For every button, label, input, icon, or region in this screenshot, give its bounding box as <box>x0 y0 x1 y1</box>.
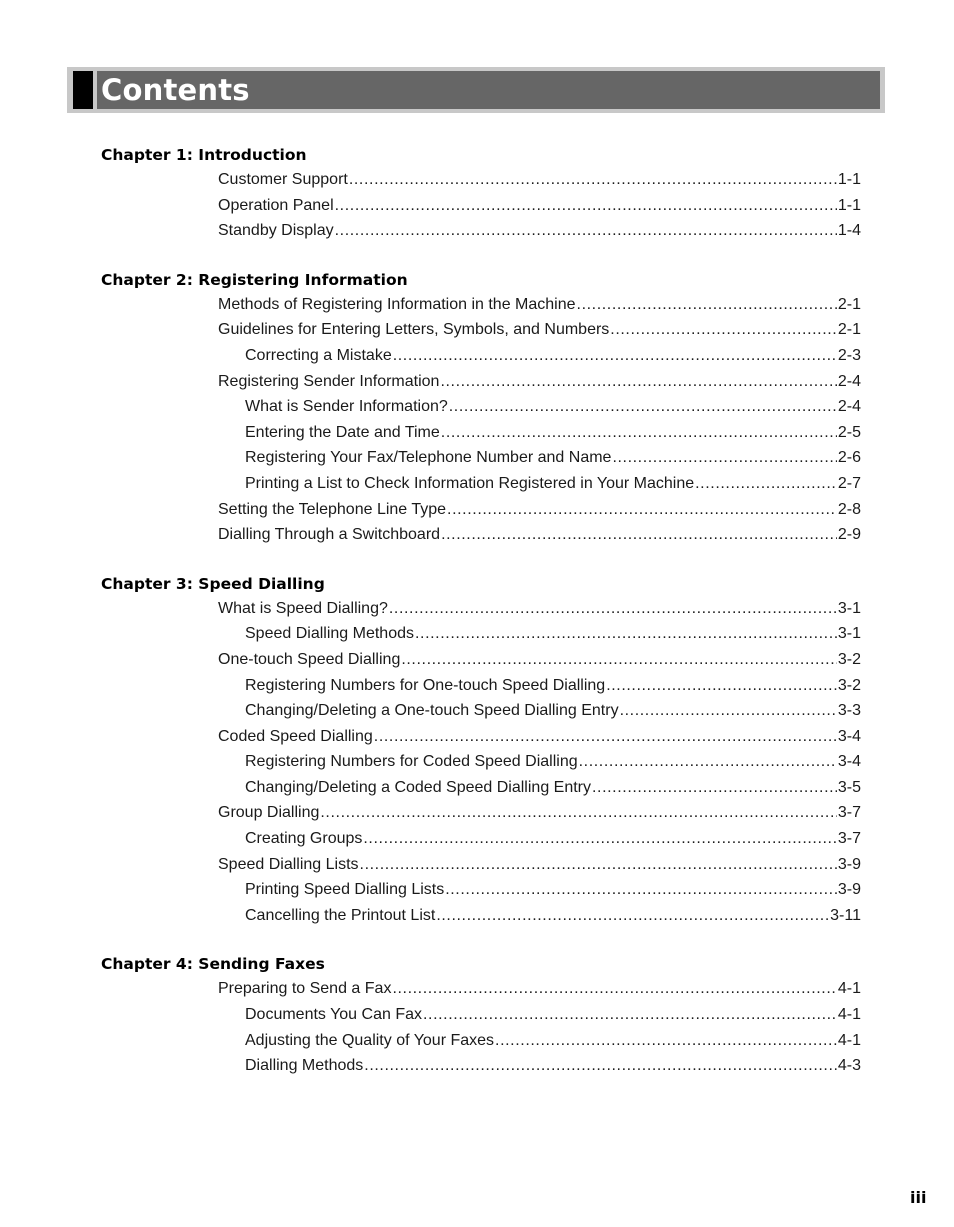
toc-subentry[interactable] <box>101 1028 861 1054</box>
toc-subentry[interactable] <box>101 420 861 446</box>
entry-title: Registering Your Fax/Telephone Number and Name <box>245 449 612 467</box>
page-title: Contents <box>101 73 250 107</box>
dot-leader <box>495 1028 837 1054</box>
entry-page-number: 2-1 <box>837 321 861 339</box>
toc-entry[interactable] <box>101 292 861 318</box>
entry-title: Group Dialling <box>218 804 320 822</box>
entry-page-number: 3-9 <box>837 855 861 873</box>
entry-page-number: 2-3 <box>837 346 861 364</box>
dot-leader <box>577 292 837 318</box>
dot-leader <box>610 317 837 343</box>
dot-leader <box>441 420 837 446</box>
entry-page-number: 4-1 <box>837 980 861 998</box>
dot-leader <box>449 394 837 420</box>
dot-leader <box>447 497 837 523</box>
dot-leader <box>349 167 837 193</box>
toc-entry[interactable] <box>101 724 861 750</box>
entry-title: Correcting a Mistake <box>245 346 392 364</box>
entry-title: Speed Dialling Methods <box>245 625 414 643</box>
entry-title: Changing/Deleting a One-touch Speed Dialling Entry <box>245 702 619 720</box>
chapter-section <box>101 953 861 1078</box>
entry-title: Printing Speed Dialling Lists <box>245 881 445 899</box>
chapter-section <box>101 144 861 244</box>
entry-page-number: 3-4 <box>837 727 861 745</box>
entry-page-number: 2-5 <box>837 423 861 441</box>
entry-page-number: 3-7 <box>837 804 861 822</box>
dot-leader <box>401 647 837 673</box>
toc-entry[interactable] <box>101 647 861 673</box>
entry-title: Methods of Registering Information in the Machine <box>218 295 576 313</box>
dot-leader <box>363 826 836 852</box>
toc-entry[interactable] <box>101 522 861 548</box>
entry-page-number: 3-9 <box>837 881 861 899</box>
dot-leader <box>592 775 837 801</box>
dot-leader <box>320 800 836 826</box>
entry-title: Adjusting the Quality of Your Faxes <box>245 1031 495 1049</box>
entry-title: Standby Display <box>218 222 334 240</box>
entry-page-number: 2-1 <box>837 295 861 313</box>
chapter-title[interactable]: Chapter 1: Introduction <box>101 146 307 164</box>
table-of-contents <box>101 144 861 1104</box>
entry-title: What is Sender Information? <box>245 398 448 416</box>
dot-leader <box>415 621 837 647</box>
toc-subentry[interactable] <box>101 749 861 775</box>
dot-leader <box>441 522 837 548</box>
chapter-title[interactable]: Chapter 2: Registering Information <box>101 270 408 289</box>
chapter-section <box>101 269 861 548</box>
toc-subentry[interactable] <box>101 826 861 852</box>
dot-leader <box>436 903 829 929</box>
entry-page-number: 2-8 <box>837 500 861 518</box>
toc-entry[interactable] <box>101 596 861 622</box>
toc-subentry[interactable] <box>101 1053 861 1079</box>
entry-title: Speed Dialling Lists <box>218 855 359 873</box>
dot-leader <box>392 976 836 1002</box>
dot-leader <box>620 698 837 724</box>
entry-title: Cancelling the Printout List <box>245 906 436 924</box>
toc-subentry[interactable] <box>101 343 861 369</box>
dot-leader <box>606 673 837 699</box>
contents-banner <box>67 67 885 113</box>
dot-leader <box>335 193 837 219</box>
entry-title: Setting the Telephone Line Type <box>218 500 447 518</box>
entry-title: Creating Groups <box>245 830 363 848</box>
entry-title: Registering Sender Information <box>218 372 440 390</box>
toc-entry[interactable] <box>101 852 861 878</box>
entry-title: Dialling Methods <box>245 1057 364 1075</box>
toc-subentry[interactable] <box>101 471 861 497</box>
toc-entry[interactable] <box>101 497 861 523</box>
entry-page-number: 3-1 <box>837 625 861 643</box>
entry-title: Coded Speed Dialling <box>218 727 373 745</box>
entry-page-number: 3-2 <box>837 676 861 694</box>
entry-page-number: 4-1 <box>837 1006 861 1024</box>
dot-leader <box>335 218 837 244</box>
entry-page-number: 2-4 <box>837 372 861 390</box>
entry-title: Preparing to Send a Fax <box>218 980 392 998</box>
entry-title: Customer Support <box>218 171 348 188</box>
dot-leader <box>374 724 837 750</box>
entry-page-number: 4-3 <box>837 1057 861 1075</box>
toc-entry[interactable] <box>101 218 861 244</box>
entry-title: Printing a List to Check Information Registered in Your Machine <box>245 474 695 492</box>
dot-leader <box>579 749 837 775</box>
toc-entry[interactable] <box>101 976 861 1002</box>
entry-page-number: 3-3 <box>837 702 861 720</box>
toc-entry[interactable] <box>101 167 861 193</box>
dot-leader <box>440 369 836 395</box>
toc-subentry[interactable] <box>101 394 861 420</box>
page-number: iii <box>910 1188 927 1207</box>
toc-subentry[interactable] <box>101 445 861 471</box>
entry-page-number: 1-1 <box>837 196 861 214</box>
dot-leader <box>364 1053 837 1079</box>
banner-bar <box>97 71 880 109</box>
entry-title: Changing/Deleting a Coded Speed Dialling Entry <box>245 778 591 796</box>
dot-leader <box>393 343 837 369</box>
toc-subentry[interactable] <box>101 775 861 801</box>
dot-leader <box>695 471 837 497</box>
toc-entry[interactable] <box>101 193 861 219</box>
entry-title: Operation Panel <box>218 196 334 214</box>
toc-subentry[interactable] <box>101 673 861 699</box>
dot-leader <box>389 596 837 622</box>
entry-page-number: 2-7 <box>837 474 861 492</box>
entry-page-number: 3-1 <box>837 599 861 617</box>
toc-subentry[interactable] <box>101 621 861 647</box>
entry-page-number: 2-4 <box>837 398 861 416</box>
entry-page-number: 3-5 <box>837 778 861 796</box>
entry-title: Dialling Through a Switchboard <box>218 526 441 544</box>
toc-subentry[interactable] <box>101 903 861 929</box>
entry-page-number: 3-7 <box>837 830 861 848</box>
dot-leader <box>445 877 837 903</box>
toc-entry[interactable] <box>101 800 861 826</box>
toc-entry[interactable] <box>101 369 861 395</box>
dot-leader <box>423 1002 837 1028</box>
dot-leader <box>360 852 837 878</box>
entry-title: What is Speed Dialling? <box>218 599 388 617</box>
entry-page-number: 1-4 <box>837 222 861 240</box>
entry-page-number: 4-1 <box>837 1031 861 1049</box>
entry-page-number: 1-1 <box>837 171 861 188</box>
entry-page-number: 2-9 <box>837 526 861 544</box>
entry-title: One-touch Speed Dialling <box>218 650 401 668</box>
banner-marker <box>73 71 93 109</box>
toc-subentry[interactable] <box>101 877 861 903</box>
chapter-section <box>101 573 861 929</box>
entry-page-number: 3-2 <box>837 650 861 668</box>
chapter-title[interactable]: Chapter 3: Speed Dialling <box>101 574 325 593</box>
chapter-title[interactable]: Chapter 4: Sending Faxes <box>101 955 325 974</box>
toc-subentry[interactable] <box>101 1002 861 1028</box>
entry-page-number: 3-4 <box>837 753 861 771</box>
entry-title: Registering Numbers for One-touch Speed Dialling <box>245 676 606 694</box>
dot-leader <box>612 445 836 471</box>
entry-page-number: 3-11 <box>830 906 861 924</box>
entry-title: Entering the Date and Time <box>245 423 440 441</box>
toc-entry[interactable] <box>101 317 861 343</box>
entry-title: Registering Numbers for Coded Speed Dialling <box>245 753 578 771</box>
entry-title: Guidelines for Entering Letters, Symbols, and Numbers <box>218 321 610 339</box>
toc-subentry[interactable] <box>101 698 861 724</box>
entry-title: Documents You Can Fax <box>245 1006 422 1024</box>
entry-page-number: 2-6 <box>837 449 861 467</box>
